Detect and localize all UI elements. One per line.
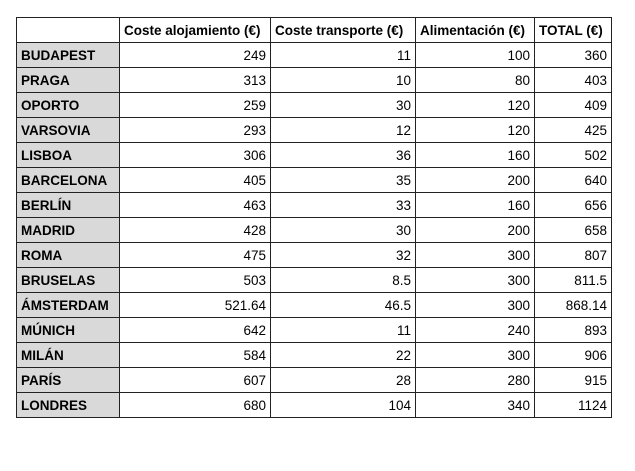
row-alojamiento-cell: 680 xyxy=(120,393,271,418)
table-row xyxy=(17,118,612,143)
row-transporte-cell: 22 xyxy=(271,343,416,368)
header-alimentacion: Alimentación (€) xyxy=(416,18,535,43)
row-transporte-cell: 11 xyxy=(271,43,416,68)
row-alimentacion-cell: 240 xyxy=(416,318,535,343)
row-transporte-cell: 46.5 xyxy=(271,293,416,318)
row-transporte-cell: 30 xyxy=(271,93,416,118)
table-row xyxy=(17,218,612,243)
row-alojamiento-cell: 405 xyxy=(120,168,271,193)
table-row xyxy=(17,393,612,418)
row-alojamiento-cell: 259 xyxy=(120,93,271,118)
row-total-cell: 360 xyxy=(535,43,612,68)
row-city-cell: LONDRES xyxy=(17,393,120,418)
row-city-cell: ROMA xyxy=(17,243,120,268)
cost-table-container xyxy=(16,17,612,418)
table-row xyxy=(17,268,612,293)
row-alimentacion-cell: 100 xyxy=(416,43,535,68)
row-city-cell: LISBOA xyxy=(17,143,120,168)
row-alimentacion-cell: 300 xyxy=(416,293,535,318)
header-alojamiento: Coste alojamiento (€) xyxy=(120,18,271,43)
table-row xyxy=(17,318,612,343)
row-alojamiento-cell: 584 xyxy=(120,343,271,368)
row-alimentacion-cell: 300 xyxy=(416,243,535,268)
row-city-cell: PRAGA xyxy=(17,68,120,93)
row-total-cell: 1124 xyxy=(535,393,612,418)
row-alojamiento-cell: 428 xyxy=(120,218,271,243)
table-row xyxy=(17,293,612,318)
row-city-cell: BARCELONA xyxy=(17,168,120,193)
row-alimentacion-cell: 200 xyxy=(416,168,535,193)
row-alojamiento-cell: 306 xyxy=(120,143,271,168)
row-total-cell: 403 xyxy=(535,68,612,93)
row-alimentacion-cell: 160 xyxy=(416,143,535,168)
row-total-cell: 640 xyxy=(535,168,612,193)
table-row xyxy=(17,93,612,118)
row-alimentacion-cell: 120 xyxy=(416,93,535,118)
table-row xyxy=(17,68,612,93)
row-city-cell: OPORTO xyxy=(17,93,120,118)
row-alimentacion-cell: 340 xyxy=(416,393,535,418)
table-row xyxy=(17,343,612,368)
row-total-cell: 868.14 xyxy=(535,293,612,318)
row-alimentacion-cell: 80 xyxy=(416,68,535,93)
row-alimentacion-cell: 300 xyxy=(416,343,535,368)
row-transporte-cell: 32 xyxy=(271,243,416,268)
row-total-cell: 906 xyxy=(535,343,612,368)
row-transporte-cell: 12 xyxy=(271,118,416,143)
row-alimentacion-cell: 160 xyxy=(416,193,535,218)
row-total-cell: 502 xyxy=(535,143,612,168)
row-alojamiento-cell: 607 xyxy=(120,368,271,393)
table-row xyxy=(17,168,612,193)
row-alojamiento-cell: 463 xyxy=(120,193,271,218)
row-city-cell: MÚNICH xyxy=(17,318,120,343)
row-city-cell: VARSOVIA xyxy=(17,118,120,143)
table-row xyxy=(17,43,612,68)
row-city-cell: BERLÍN xyxy=(17,193,120,218)
table-row xyxy=(17,368,612,393)
header-transporte: Coste transporte (€) xyxy=(271,18,416,43)
row-city-cell: MADRID xyxy=(17,218,120,243)
row-alojamiento-cell: 503 xyxy=(120,268,271,293)
table-row xyxy=(17,143,612,168)
row-transporte-cell: 104 xyxy=(271,393,416,418)
row-alimentacion-cell: 300 xyxy=(416,268,535,293)
row-alimentacion-cell: 200 xyxy=(416,218,535,243)
row-transporte-cell: 30 xyxy=(271,218,416,243)
row-total-cell: 656 xyxy=(535,193,612,218)
table-row xyxy=(17,243,612,268)
row-city-cell: PARÍS xyxy=(17,368,120,393)
row-transporte-cell: 33 xyxy=(271,193,416,218)
row-transporte-cell: 10 xyxy=(271,68,416,93)
row-alojamiento-cell: 642 xyxy=(120,318,271,343)
row-alojamiento-cell: 313 xyxy=(120,68,271,93)
row-alojamiento-cell: 475 xyxy=(120,243,271,268)
row-transporte-cell: 35 xyxy=(271,168,416,193)
row-city-cell: BRUSELAS xyxy=(17,268,120,293)
row-transporte-cell: 11 xyxy=(271,318,416,343)
row-total-cell: 893 xyxy=(535,318,612,343)
row-alojamiento-cell: 293 xyxy=(120,118,271,143)
table-header-row xyxy=(17,18,612,43)
row-city-cell: MILÁN xyxy=(17,343,120,368)
row-total-cell: 409 xyxy=(535,93,612,118)
row-total-cell: 811.5 xyxy=(535,268,612,293)
row-alojamiento-cell: 521.64 xyxy=(120,293,271,318)
table-row xyxy=(17,193,612,218)
row-transporte-cell: 28 xyxy=(271,368,416,393)
header-corner-cell xyxy=(17,18,120,43)
row-alojamiento-cell: 249 xyxy=(120,43,271,68)
row-total-cell: 807 xyxy=(535,243,612,268)
row-transporte-cell: 8.5 xyxy=(271,268,416,293)
row-alimentacion-cell: 120 xyxy=(416,118,535,143)
header-total: TOTAL (€) xyxy=(535,18,612,43)
row-transporte-cell: 36 xyxy=(271,143,416,168)
cost-table xyxy=(16,17,612,418)
row-total-cell: 915 xyxy=(535,368,612,393)
row-total-cell: 658 xyxy=(535,218,612,243)
row-alimentacion-cell: 280 xyxy=(416,368,535,393)
row-city-cell: ÁMSTERDAM xyxy=(17,293,120,318)
row-city-cell: BUDAPEST xyxy=(17,43,120,68)
row-total-cell: 425 xyxy=(535,118,612,143)
table-body xyxy=(17,43,612,418)
